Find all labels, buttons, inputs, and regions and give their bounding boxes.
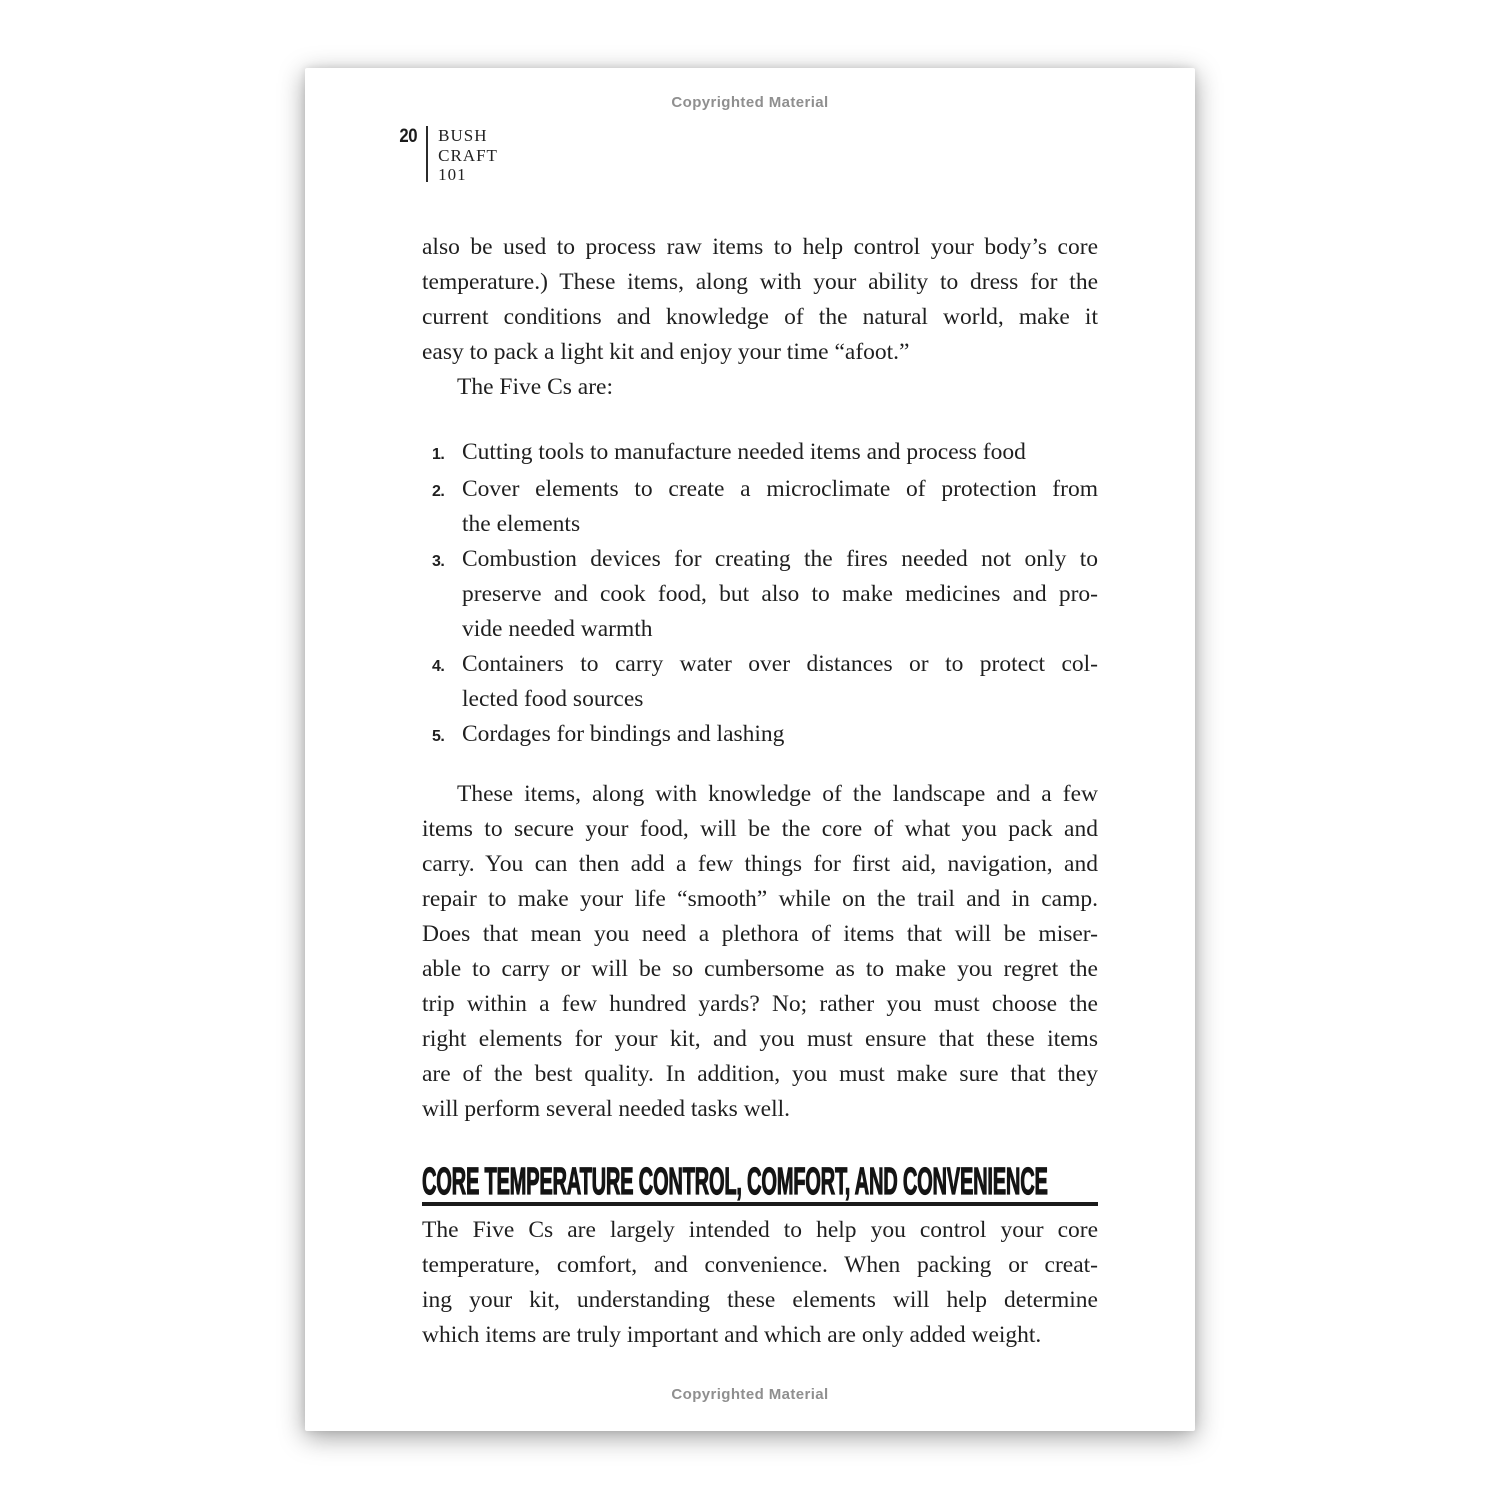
text-line: Cordages for bindings and lashing <box>462 721 785 747</box>
text-line: carry. You can then add a few things for first aid, navigation, and <box>422 851 1098 877</box>
text-line: lected food sources <box>462 686 644 712</box>
list-item-text <box>462 542 1098 647</box>
list-item <box>422 435 1098 472</box>
text-line: Combustion devices for creating the fires needed not only to <box>462 546 1098 572</box>
text-line: vide needed warmth <box>462 616 653 642</box>
text-line: ing your kit, understanding these elements will help determine <box>422 1287 1098 1313</box>
book-title <box>438 126 498 185</box>
paragraph-continuation <box>422 230 1098 370</box>
text-line: Does that mean you need a plethora of items that will be miser- <box>422 921 1098 947</box>
list-item-text <box>462 435 1098 470</box>
text-line: right elements for your kit, and you must ensure that these items <box>422 1026 1098 1052</box>
list-item-number: 1. <box>432 446 445 463</box>
text-line: trip within a few hundred yards? No; rather you must choose the <box>422 991 1098 1017</box>
header-divider <box>426 126 428 182</box>
text-line: also be used to process raw items to help control your body’s core <box>422 234 1098 260</box>
text-line: temperature, comfort, and convenience. When packing or creat- <box>422 1252 1098 1278</box>
section-heading: CORE TEMPERATURE CONTROL, COMFORT, AND CONVENIENCE <box>422 1161 1048 1203</box>
book-title-line: CRAFT <box>438 145 498 165</box>
text-line: Containers to carry water over distances or to protect col- <box>462 651 1098 677</box>
paragraph-section-intro <box>422 1213 1098 1353</box>
copyright-notice-top: Copyrighted Material <box>671 94 829 111</box>
list-item-number: 3. <box>432 553 445 570</box>
text-line: are of the best quality. In addition, you must make sure that they <box>422 1061 1098 1087</box>
list-item <box>422 542 1098 647</box>
text-line: These items, along with knowledge of the landscape and a few <box>457 781 1098 807</box>
text-line: temperature.) These items, along with your ability to dress for the <box>422 269 1098 295</box>
five-cs-intro: The Five Cs are: <box>457 374 613 400</box>
text-line: Cutting tools to manufacture needed items and process food <box>462 439 1026 465</box>
paragraph-core-items <box>422 777 1098 1127</box>
five-cs-list <box>422 435 1098 754</box>
book-title-line: 101 <box>438 165 467 184</box>
text-line: which items are truly important and which are only added weight. <box>422 1322 1042 1348</box>
copyright-notice-bottom: Copyrighted Material <box>671 1386 829 1403</box>
text-line: preserve and cook food, but also to make medicines and pro- <box>462 581 1098 607</box>
text-line: current conditions and knowledge of the natural world, make it <box>422 304 1098 330</box>
page-content <box>422 230 1098 1353</box>
book-page <box>305 68 1195 1431</box>
list-item <box>422 472 1098 542</box>
list-item-number: 4. <box>432 658 445 675</box>
running-header <box>397 126 498 185</box>
text-line: easy to pack a light kit and enjoy your time “afoot.” <box>422 339 910 365</box>
text-line: the elements <box>462 511 581 537</box>
list-item-text <box>462 472 1098 542</box>
text-line: Cover elements to create a microclimate of protection from <box>462 476 1098 502</box>
text-line: repair to make your life “smooth” while on the trail and in camp. <box>422 886 1098 912</box>
book-title-line: BUSH <box>438 126 488 145</box>
text-line: items to secure your food, will be the core of what you pack and <box>422 816 1098 842</box>
text-line: The Five Cs are largely intended to help you control your core <box>422 1217 1098 1243</box>
list-item-number: 5. <box>432 728 445 745</box>
list-item-number: 2. <box>432 483 445 500</box>
text-line: able to carry or will be so cumbersome as to make you regret the <box>422 956 1098 982</box>
section-heading-block <box>422 1161 1098 1206</box>
list-item <box>422 647 1098 717</box>
list-item-text <box>462 647 1098 717</box>
list-item-text <box>462 717 1098 752</box>
text-line: will perform several needed tasks well. <box>422 1096 791 1122</box>
page-number: 20 <box>399 126 418 147</box>
list-item <box>422 717 1098 754</box>
